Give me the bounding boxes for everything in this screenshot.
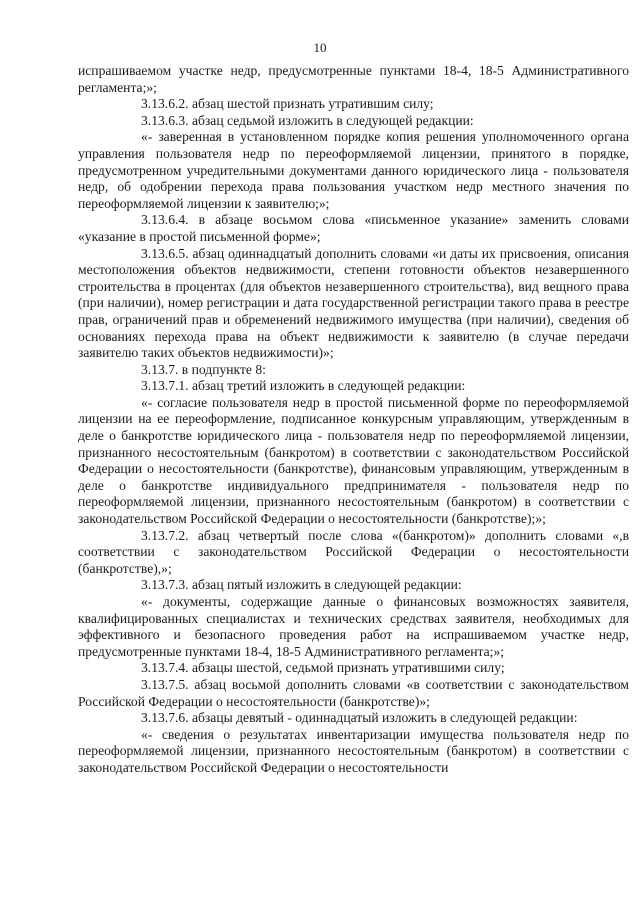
- page-number: 10: [313, 40, 327, 55]
- paragraph: «- документы, содержащие данные о финансовых возможностях заявителя, квалифицированных специалистах и технических средствах заявителя, необходимых для эффективного и безопасного проведения работ на испрашиваемом участке недр, предусмотренные пунктами 18-4, 18-5 Административного регламента;»;: [78, 594, 629, 659]
- paragraph: «- согласие пользователя недр в простой письменной форме по переоформляемой лицензии на ее переоформление, подписанное конкурсным управляющим, утвержденным в деле о банкротстве юридического лица - пользователя недр по переоформляемой лицензии, признанного несостоятельным (банкротом) в соответствии с законодательством Российской Федерации о несостоятельности (банкротстве), финансовым управляющим, утвержденным в деле о банкротстве индивидуального предпринимателя - пользователя недр по переоформляемой лицензии, признанного несостоятельным (банкротом) в соответствии с законодательством Российской Федерации о несостоятельности (банкротстве);»;: [78, 394, 629, 527]
- paragraph: 3.13.7.2. абзац четвертый после слова «(банкротом)» дополнить словами «,в соответствии с законодательством Российской Федерации о несостоятельности (банкротстве),»;: [78, 527, 629, 576]
- paragraph: 3.13.7.5. абзац восьмой дополнить словами «в соответствии с законодательством Российской Федерации о несостоятельности (банкротстве)»;: [78, 676, 629, 709]
- paragraph: 3.13.7.6. абзацы девятый - одиннадцатый изложить в следующей редакции:: [141, 710, 578, 726]
- paragraph: 3.13.7.3. абзац пятый изложить в следующей редакции:: [141, 577, 462, 593]
- paragraph: 3.13.6.2. абзац шестой признать утратившим силу;: [141, 96, 434, 112]
- paragraph: 3.13.6.4. в абзаце восьмом слова «письменное указание» заменить словами «указание в простой письменной форме»;: [78, 212, 629, 244]
- paragraph: 3.13.6.5. абзац одиннадцатый дополнить словами «и даты их присвоения, описания местоположения объектов недвижимости, степени готовности объектов незавершенного строительства в процентах (для объектов незавершенного строительства), вид вещного права (при наличии), номер регистрации и дата государственной регистрации такого права в реестре прав, ограничений прав и обременений недвижимого имущества (при наличии), сведения об основаниях перехода права на объект недвижимости к заявителю (в случае передачи заявителю таких объектов недвижимости)»;: [78, 245, 629, 361]
- paragraph: 3.13.6.3. абзац седьмой изложить в следующей редакции:: [141, 112, 474, 128]
- document-body: [78, 63, 629, 777]
- paragraph: испрашиваемом участке недр, предусмотренные пунктами 18-4, 18-5 Административного регламента;»;: [78, 63, 629, 95]
- paragraph: 3.13.7.4. абзацы шестой, седьмой признать утратившими силу;: [141, 660, 505, 676]
- paragraph: «- сведения о результатах инвентаризации имущества пользователя недр по переоформляемой лицензии, признанного несостоятельным (банкротом) в соответствии с законодательством Российской Федерации о несостоятельности: [78, 726, 629, 775]
- paragraph: 3.13.7.1. абзац третий изложить в следующей редакции:: [141, 378, 466, 394]
- paragraph: «- заверенная в установленном порядке копия решения уполномоченного органа управления пользователя недр по переоформляемой лицензии, принятого в порядке, предусмотренном учредительными документами данного юридического лица - пользователя недр, об одобрении перехода права пользования участком недр местного значения по переоформляемой лицензии к заявителю;»;: [78, 129, 629, 211]
- paragraph: 3.13.7. в подпункте 8:: [141, 361, 266, 377]
